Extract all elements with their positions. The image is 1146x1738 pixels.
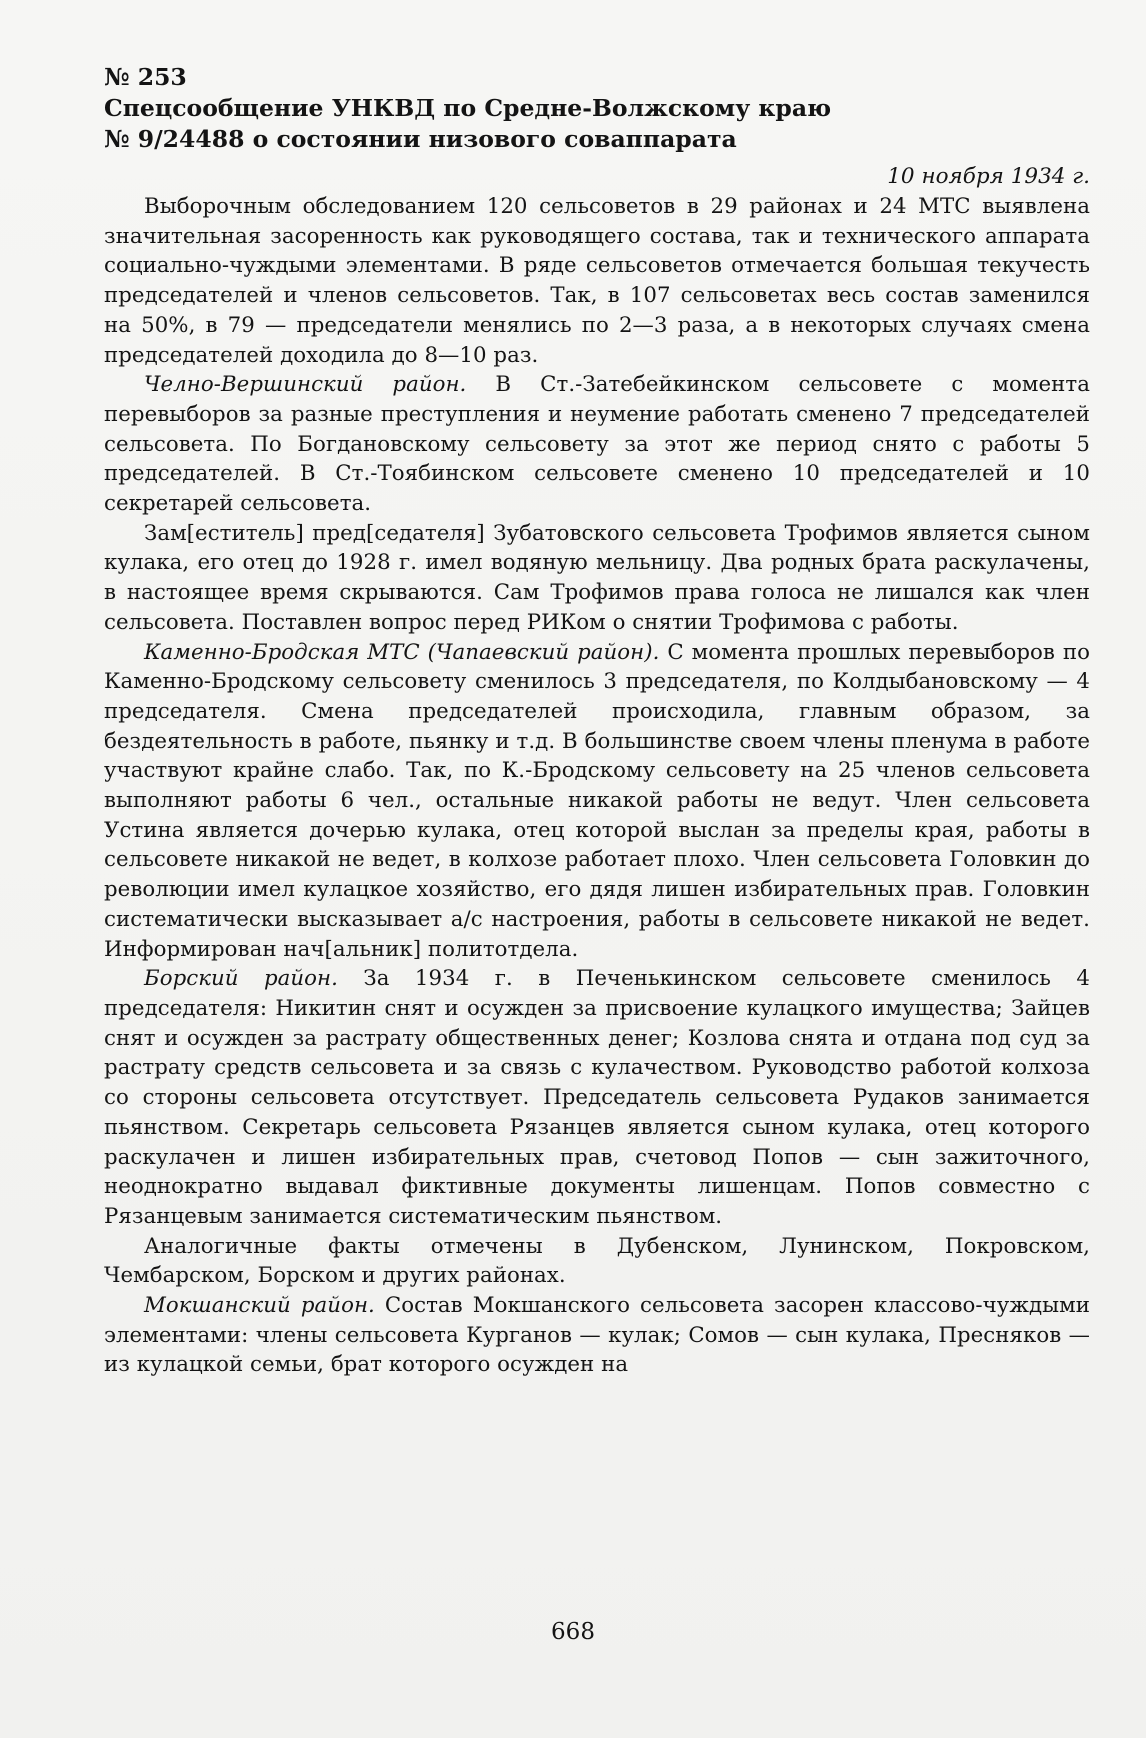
document-title-line-2: № 9/24488 о состоянии низового соваппарата (104, 125, 737, 153)
paragraph-text: Выборочным обследованием 120 сельсоветов в 29 районах и 24 МТС выявлена значительная засоренность как руководящего состава, так и технического аппарата социально-чуждыми элементами. В ряде сельсоветов отмечается большая текучесть председателей и членов сельсоветов. Так, в 107 сельсоветах весь состав заменился на 50%, в 79 — председатели менялись по 2—3 раза, а в некоторых случаях смена председателей доходила до 8—10 раз. (104, 194, 1090, 368)
paragraph (104, 370, 1090, 519)
document-number: № 253 (104, 63, 187, 91)
page-number: 668 (551, 1619, 595, 1645)
paragraph (104, 1232, 1090, 1291)
paragraph-text: Состав Мокшанского сельсовета засорен классово-чуждыми элементами: члены сельсовета Курганов — кулак; Сомов — сын кулака, Пресняков — из кулацкой семьи, брат которого осужден на (104, 1293, 1090, 1378)
paragraph (104, 964, 1090, 1231)
paragraph-location: Каменно-Бродская МТС (Чапаевский район). (144, 639, 660, 665)
paragraph (104, 1291, 1090, 1380)
page-content (104, 62, 1090, 1380)
paragraph-text: В Ст.-Затебейкинском сельсовете с момента перевыборов за разные преступления и неумение работать сменено 7 председателей сельсовета. По Богдановскому сельсовету за этот же период снято с работы 5 председателей. В Ст.-Тоябинском сельсовете сменено 10 председателей и 10 секретарей сельсовета. (104, 372, 1090, 517)
paragraph-location: Челно-Вершинский район. (144, 372, 467, 398)
paragraph (104, 192, 1090, 370)
paragraph-text: С момента прошлых перевыборов по Каменно-Бродскому сельсовету сменилось 3 председателя, по Колдыбановскому — 4 председателя. Смена председателей происходила, главным образом, за бездеятельность в работе, пьянку и т.д. В большинстве своем члены пленума в работе участвуют крайне слабо. Так, по К.-Бродскому сельсовету на 25 членов сельсовета выполняют работы 6 чел., остальные никакой работы не ведут. Член сельсовета Устина является дочерью кулака, отец которой выслан за пределы края, работы в сельсовете никакой не ведет, в колхозе работает плохо. Член сельсовета Головкин до революции имел кулацкое хозяйство, его дядя лишен избирательных прав. Головкин систематически высказывает а/с настроения, работы в сельсовете никакой не ведет. Информирован нач[альник] политотдела. (104, 639, 1090, 962)
document-title-line-1: Спецсообщение УНКВД по Средне-Волжскому краю (104, 94, 832, 122)
paragraph (104, 519, 1090, 638)
paragraph-text: Аналогичные факты отмечены в Дубенском, Лунинском, Покровском, Чембарском, Борском и других районах. (104, 1233, 1090, 1289)
paragraph-text: Зам[еститель] пред[седателя] Зубатовского сельсовета Трофимов является сыном кулака, его отец до 1928 г. имел водяную мельницу. Два родных брата раскулачены, в настоящее время скрываются. Сам Трофимов права голоса не лишался как член сельсовета. Поставлен вопрос перед РИКом о снятии Трофимова с работы. (104, 520, 1090, 635)
paragraph (104, 638, 1090, 965)
paragraph-location: Борский район. (144, 966, 338, 992)
paragraph-text: За 1934 г. в Печенькинском сельсовете сменилось 4 председателя: Никитин снят и осужден за присвоение кулацкого имущества; Зайцев снят и осужден за растрату общественных денег; Козлова снята и отдана под суд за растрату средств сельсовета и за связь с кулачеством. Руководство работой колхоза со стороны сельсовета отсутствует. Председатель сельсовета Рудаков занимается пьянством. Секретарь сельсовета Рязанцев является сыном кулака, отец которого раскулачен и лишен избирательных прав, счетовод Попов — сын зажиточного, неоднократно выдавал фиктивные документы лишенцам. Попов совместно с Рязанцевым занимается систематическим пьянством. (104, 966, 1090, 1229)
paragraph-location: Мокшанский район. (144, 1293, 375, 1319)
document-date: 10 ноября 1934 г. (887, 164, 1090, 189)
